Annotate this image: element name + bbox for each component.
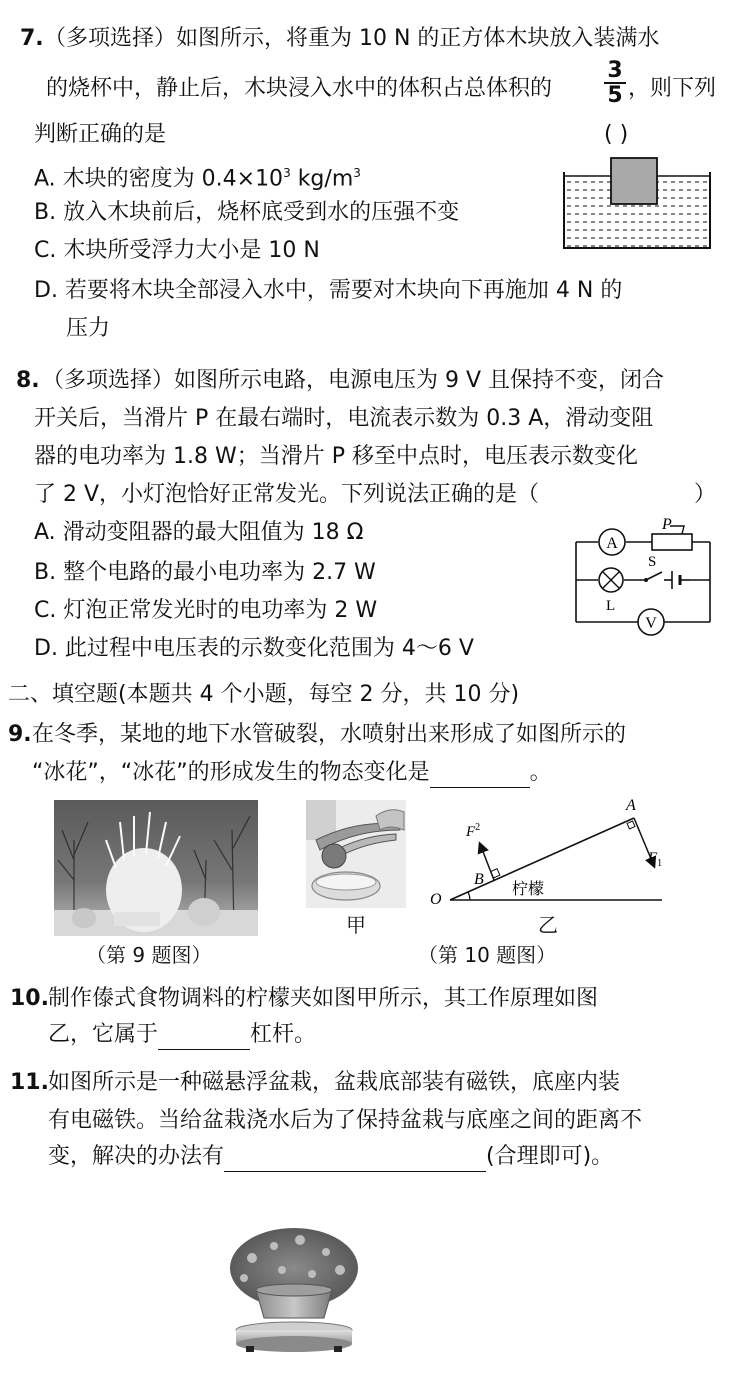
q11-line3-text: 变，解决的办法有 [48, 1144, 225, 1169]
q9-number: 9. [8, 722, 32, 747]
q8-line3: 器的电功率为 1.8 W；当滑片 P 移至中点时，电压表示数变化 [34, 444, 638, 469]
q7-line3: 判断正确的是 [34, 122, 167, 147]
q8-option-d: D. 此过程中电压表的示数变化范围为 4～6 V [34, 636, 474, 661]
q11-maglev-bonsai-picture [222, 1218, 366, 1356]
q9-answer-blank[interactable] [430, 765, 530, 788]
q11-line3 [48, 1142, 613, 1172]
q11-line1: 如图所示是一种磁悬浮盆栽，盆栽底部装有磁铁，底座内装 [48, 1070, 621, 1095]
q8-line2: 开关后，当滑片 P 在最右端时，电流表示数为 0.3 A，滑动变阻 [34, 406, 654, 431]
q10-label-yi: 乙 [538, 913, 558, 937]
q7-option-a-text: A. 木块的密度为 0.4×10 [34, 166, 284, 192]
voltmeter-label: V [645, 615, 657, 632]
q7-answer-paren: ( ) [604, 122, 629, 147]
point-a-label: A [626, 797, 636, 814]
q10-line2 [48, 1020, 316, 1050]
q7-option-a-exp: 3 [283, 166, 291, 180]
slider-label: P [662, 516, 672, 533]
q7-line1: （多项选择）如图所示，将重为 10 N 的正方体木块放入装满水 [44, 26, 660, 51]
q7-option-a-unit-exp: 3 [353, 166, 361, 180]
force-f2-label: $F^2$ [466, 822, 481, 840]
q7-number: 7. [20, 26, 44, 51]
q9-ice-flower-photo [54, 800, 258, 936]
q7-fraction-denominator: 5 [607, 83, 623, 108]
q8-circuit-figure [566, 516, 716, 640]
q8-answer-paren-close: ） [694, 482, 717, 507]
q9-line1: 在冬季，某地的地下水管破裂，水喷射出来形成了如图所示的 [32, 722, 627, 747]
q8-line4: 了 2 V，小灯泡恰好正常发光。下列说法正确的是（ [34, 482, 540, 507]
q7-fraction-numerator: 3 [604, 60, 626, 84]
q7-option-a-unit: kg/m [290, 166, 354, 192]
q10-label-jia: 甲 [346, 913, 366, 937]
slider-arrow [670, 526, 684, 534]
rheostat-symbol [652, 534, 692, 550]
lamp-label: L [606, 598, 616, 614]
q8-option-b: B. 整个电路的最小电功率为 2.7 W [34, 560, 376, 585]
q7-option-a [34, 158, 361, 194]
q7-fraction [604, 60, 626, 108]
q11-answer-blank[interactable] [224, 1149, 486, 1172]
switch-pivot [644, 578, 648, 582]
q11-line3-end: (合理即可)。 [486, 1144, 614, 1169]
q7-option-c: C. 木块所受浮力大小是 10 N [34, 238, 320, 263]
force-f1-label: $F_1$ [648, 850, 663, 869]
section2-heading: 二、填空题(本题共 4 个小题，每空 2 分，共 10 分) [8, 682, 520, 707]
q10-line1: 制作傣式食物调料的柠檬夹如图甲所示，其工作原理如图 [48, 986, 599, 1011]
wood-block [611, 158, 657, 204]
point-b-label: B [474, 871, 484, 888]
q10-figure-caption: （第 10 题图） [418, 943, 557, 967]
point-o-label: O [430, 891, 442, 908]
q10-line2-end: 杠杆。 [250, 1022, 317, 1047]
q9-line2-end: 。 [529, 760, 552, 785]
q8-line1: （多项选择）如图所示电路，电源电压为 9 V 且保持不变，闭合 [42, 368, 665, 393]
q9-line2 [32, 758, 552, 788]
q10-number: 10. [10, 986, 49, 1011]
q9-line2-text: “冰花”，“冰花”的形成发生的物态变化是 [32, 760, 430, 785]
q8-option-c: C. 灯泡正常发光时的电功率为 2 W [34, 598, 378, 623]
q10-lemon-squeezer-photo [306, 800, 406, 908]
q7-line2: 的烧杯中，静止后，木块浸入水中的体积占总体积的 [46, 76, 553, 101]
q10-lever-diagram [426, 796, 666, 920]
q11-number: 11. [10, 1070, 49, 1095]
q10-line2-text: 乙，它属于 [48, 1022, 159, 1047]
lemon-label: 柠檬 [512, 879, 545, 898]
q7-beaker-figure [558, 154, 716, 254]
q11-line2: 有电磁铁。当给盆栽浇水后为了保持盆栽与底座之间的距离不 [48, 1108, 643, 1133]
ammeter-label: A [606, 535, 618, 552]
q7-option-d-line2: 压力 [66, 316, 111, 341]
q10-answer-blank[interactable] [158, 1027, 250, 1050]
q7-option-b: B. 放入木块前后，烧杯底受到水的压强不变 [34, 200, 460, 225]
q8-number: 8. [16, 368, 40, 393]
q7-option-d-line1: D. 若要将木块全部浸入水中，需要对木块向下再施加 4 N 的 [34, 278, 623, 303]
q8-option-a: A. 滑动变阻器的最大阻值为 18 Ω [34, 520, 364, 545]
switch-label: S [648, 554, 657, 570]
q9-figure-caption: （第 9 题图） [86, 943, 212, 967]
q7-line2-end: ，则下列 [628, 76, 717, 101]
